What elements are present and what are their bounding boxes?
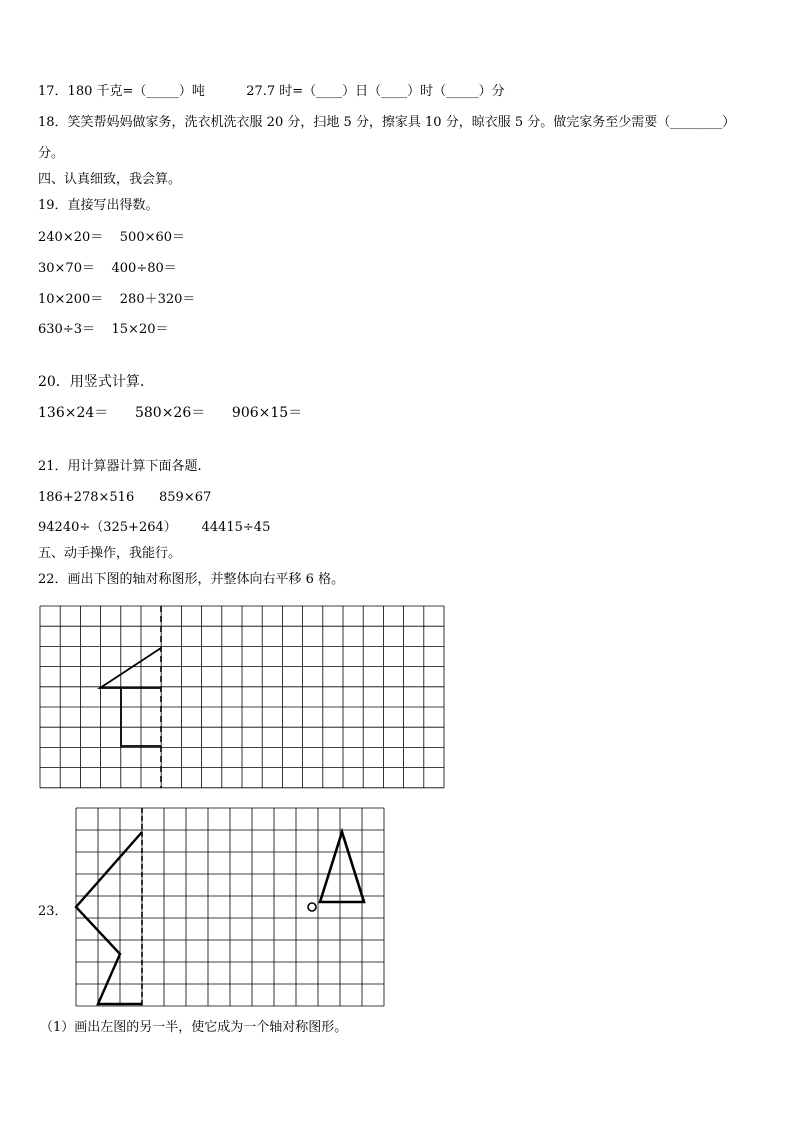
section-5-title: 五、动手操作，我能行。 xyxy=(38,546,182,561)
q22-grid-figure xyxy=(38,604,450,790)
question-18-line2: 分。 xyxy=(38,146,65,161)
q19-row-2: 30×70＝ 400÷80＝ xyxy=(38,261,177,276)
q22-shape xyxy=(100,648,161,688)
q23-grid-lines xyxy=(76,808,384,1006)
q23-subquestion-1: （1）画出左图的另一半，使它成为一个轴对称图形。 xyxy=(40,1020,348,1035)
q23-triangle xyxy=(320,832,364,902)
q23-rotation-point xyxy=(308,903,316,911)
q23-grid-figure xyxy=(74,806,390,1008)
q19-row-1: 240×20＝ 500×60＝ xyxy=(38,230,186,245)
question-20-title: 20．用竖式计算. xyxy=(38,374,145,390)
question-21-title: 21．用计算器计算下面各题. xyxy=(38,459,202,474)
q22-grid-lines xyxy=(40,606,444,788)
q21-row-1: 186+278×516 859×67 xyxy=(38,490,212,505)
question-23-label: 23． xyxy=(38,904,68,919)
section-4-title: 四、认真细致，我会算。 xyxy=(38,172,182,187)
question-18-line1: 18．笑笑帮妈妈做家务，洗衣机洗衣服 20 分，扫地 5 分，擦家具 10 分，晾衣服 5 分。做完家务至少需要（________） xyxy=(38,115,736,130)
q19-row-3: 10×200＝ 280＋320＝ xyxy=(38,292,196,307)
question-22-title: 22．画出下图的轴对称图形，并整体向右平移 6 格。 xyxy=(38,572,345,587)
q21-row-2: 94240÷（325+264） 44415÷45 xyxy=(38,520,271,535)
q19-row-4: 630÷3＝ 15×20＝ xyxy=(38,322,169,337)
q20-row: 136×24＝ 580×26＝ 906×15＝ xyxy=(38,405,303,421)
question-19-title: 19．直接写出得数。 xyxy=(38,198,159,213)
question-17: 17．180 千克=（_____）吨 27.7 时=（____）日（____）时（_____）分 xyxy=(38,84,505,99)
